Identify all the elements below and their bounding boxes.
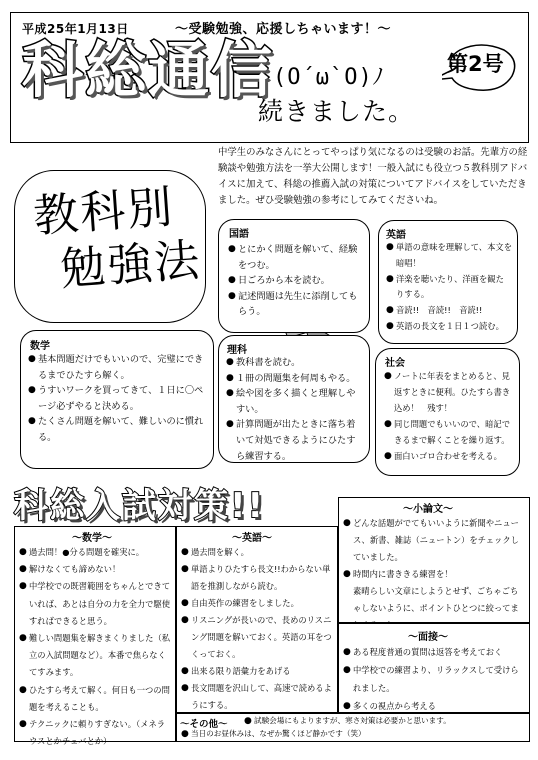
intro-paragraph: 中学生のみなさんにとってやっぱり気になるのは受験のお話。先輩方の経験談や勉強方法を一挙大公開します！一般入試にも役立つ５教科別アドバイスに加えて、科総の推薦入試の対策についてアドバイスをしていただきました。ぜひ受験勉強の参考にしてみてくださいね。 bbox=[218, 147, 528, 206]
continued-text: 続きました。 bbox=[258, 97, 415, 126]
bullet-icon: ● bbox=[19, 633, 27, 644]
bullet-icon: ● bbox=[343, 647, 351, 657]
list-item: ● 記述問題は先生に添削してもらう。 bbox=[228, 290, 358, 318]
bullet-icon: ● bbox=[386, 305, 394, 316]
issue-date: 平成25年1月13日 bbox=[22, 22, 129, 36]
list-item: ● 難しい問題集を解きまくりました（私立の入試問題など）。本番で焦らなくてすみます。 bbox=[19, 630, 173, 682]
bullet-icon: ● bbox=[181, 564, 189, 574]
bullet-icon: ● bbox=[181, 615, 189, 625]
subject-title-japanese: 国語 bbox=[229, 229, 249, 240]
bullet-icon: ● bbox=[228, 275, 236, 286]
bullet-icon: ● bbox=[28, 416, 36, 427]
list-item: ● 単語よりひたすら長文!!わからない単語を推測しながら読む。 bbox=[181, 561, 335, 595]
bullet-icon: ● bbox=[386, 242, 394, 252]
list-item: ● 計算問題が出たときに落ち着いて対処できるようにひたすら練習する。 bbox=[226, 419, 356, 462]
bullet-icon: ● bbox=[226, 372, 234, 383]
list-item: ● 洋楽を聴いたり、洋画を観たりする。 bbox=[386, 273, 504, 300]
bullet-icon: ● bbox=[386, 273, 394, 284]
list-item: ● 多くの視点から考える bbox=[343, 697, 526, 715]
bullet-icon: ● bbox=[384, 451, 392, 461]
list-item: ● 英語の長文を１日１つ読む。 bbox=[386, 319, 512, 335]
list-item: 素晴らしい文章にしようとせず、ごちゃごちゃしないように、ポイントひとつに絞ってま bbox=[353, 586, 519, 613]
bullet-icon: ● bbox=[28, 354, 36, 364]
list-item: ● 日ごろから本を読む。 bbox=[228, 273, 364, 289]
section-list-english bbox=[181, 544, 335, 714]
bullet-icon: ● bbox=[226, 419, 234, 430]
section-title-other: ～その他～ bbox=[180, 719, 228, 730]
subject-list-japanese bbox=[228, 242, 364, 320]
section-list-other-2 bbox=[181, 728, 525, 740]
subject-list-social-studies bbox=[384, 368, 514, 464]
list-item: ● リスニングが長いので、長めのリスニング問題を解いておく。英語の耳をつくっておく。 bbox=[181, 612, 335, 663]
bullet-icon: ● bbox=[384, 371, 392, 381]
entrance-exam-banner: 科総入試対策!! bbox=[14, 486, 266, 526]
kaomoji: (O´ω`O)ﾉ bbox=[273, 65, 385, 90]
bullet-icon: ● bbox=[181, 666, 189, 676]
bullet-icon: ● bbox=[181, 729, 189, 739]
header-slogan: ～受験勉強、応援しちゃいます！～ bbox=[175, 22, 392, 37]
section-list-other-1 bbox=[244, 715, 528, 727]
subject-title-social-studies: 社会 bbox=[385, 358, 405, 369]
list-item: ● 単語の意味を理解して、本文を暗唱！ bbox=[386, 242, 512, 268]
bullet-icon: ● bbox=[244, 716, 252, 726]
list-item: ● 音読!! 音読!! 音読!! bbox=[386, 303, 512, 319]
bullet-icon: ● bbox=[228, 290, 236, 301]
bullet-icon: ● bbox=[19, 719, 27, 730]
issue-number: 第2号 bbox=[447, 52, 504, 76]
list-item: ● １冊の問題集を何周もやる。 bbox=[226, 371, 364, 387]
list-item: ● 中学校での練習より、リラックスして受けられました。 bbox=[343, 661, 526, 697]
list-item: ● どんな話題がでてもいいように新聞やニュース、新書、雑誌（ニュートン）をチェックしていました。 bbox=[343, 515, 526, 566]
list-item: ● ある程度普通の質問は返答を考えておく bbox=[343, 643, 526, 661]
list-item: ● テクニックに頼りすぎない。（メネラウスとかチェバとか） bbox=[19, 716, 173, 750]
section-title-english: ～英語～ bbox=[232, 533, 272, 544]
bullet-icon: ● bbox=[343, 518, 351, 528]
list-item: ● 同じ問題でもいいので、暗記できるまで解くことを繰り返す。 bbox=[384, 416, 514, 448]
subject-title-math: 数学 bbox=[30, 341, 50, 352]
list-item: ● 当日のお昼休みは、なぜか驚くほど静かです（笑） bbox=[181, 729, 366, 739]
bullet-icon: ● bbox=[228, 244, 236, 254]
bullet-icon: ● bbox=[226, 357, 234, 367]
bullet-icon: ● bbox=[343, 665, 351, 675]
list-item: ● 過去問を解く。 bbox=[181, 544, 335, 561]
section-title-interview: ～面接～ bbox=[408, 632, 448, 643]
list-item: ● 過去問！●分る問題を確実に。 bbox=[19, 544, 173, 561]
list-item: ● ひたすら考えて解く。何日も一つの問題を考えることも。 bbox=[19, 682, 173, 716]
list-item: ● 絵や図を多く描くと理解しやすい。 bbox=[226, 388, 356, 415]
section-title-essay: ～小論文～ bbox=[403, 504, 453, 515]
subject-list-science bbox=[226, 355, 364, 464]
bullet-icon: ● bbox=[19, 547, 27, 557]
bullet-icon: ● bbox=[19, 564, 27, 575]
subject-list-math bbox=[28, 352, 206, 446]
bullet-icon: ● bbox=[19, 581, 27, 592]
bullet-icon: ● bbox=[343, 569, 351, 579]
calligraphy-line-1: 教科別 bbox=[31, 180, 176, 243]
list-item: ● とにかく問題を解いて、経験をつむ。 bbox=[228, 244, 358, 271]
list-item: ● 中学校での既習範囲をちゃんとできていれば、あとは自分の力を全力で駆使すればできると思う。 bbox=[19, 578, 173, 630]
section-list-essay bbox=[343, 515, 526, 634]
list-item: ● たくさん問題を解いて、難しいのに慣れる。 bbox=[28, 416, 204, 443]
subject-title-science: 理科 bbox=[227, 345, 247, 356]
bullet-icon: ● bbox=[28, 385, 36, 396]
list-item: ● 長文問題を沢山して、高速で読めるようにする。 bbox=[181, 680, 335, 714]
list-item: ● 試験会場にもよりますが、寒さ対策は必要かと思います。 bbox=[244, 716, 451, 726]
bullet-icon: ● bbox=[386, 320, 394, 331]
newsletter-title: 科総通信 bbox=[22, 35, 275, 106]
list-item: ● ノートに年表をまとめると、見返すときに便利。ひたすら書き込め！ 残す！ bbox=[384, 368, 514, 416]
bullet-icon: ● bbox=[384, 419, 392, 429]
list-item: ● うすいワークを買ってきて、１日に〇ページ必ずやると決める。 bbox=[28, 385, 204, 412]
bullet-icon: ● bbox=[226, 388, 234, 399]
bullet-icon: ● bbox=[181, 683, 189, 693]
bullet-icon: ● bbox=[343, 701, 351, 711]
bullet-icon: ● bbox=[181, 547, 189, 557]
bullet-icon: ● bbox=[19, 684, 27, 695]
list-item: ● 面白いゴロ合わせを考える。 bbox=[384, 448, 514, 464]
list-item: ● 教科書を読む。 bbox=[226, 355, 364, 371]
subject-list-english bbox=[386, 240, 512, 335]
list-item: ● 自由英作の練習をしました。 bbox=[181, 595, 335, 612]
subject-title-english: 英語 bbox=[386, 230, 406, 241]
list-item: ● 出来る限り語彙力をあげる bbox=[181, 663, 335, 680]
list-item: ● 解けなくても諦めない！ bbox=[19, 561, 173, 578]
section-title-math: ～数学～ bbox=[72, 533, 112, 544]
section-list-interview bbox=[343, 643, 526, 715]
bullet-icon: ● bbox=[181, 598, 189, 608]
list-item: ● 時間内に書ききる練習を！ bbox=[343, 566, 526, 583]
calligraphy-line-2: 勉強法 bbox=[58, 233, 203, 296]
list-item: ● 基本問題だけでもいいので、完璧にできるまでひたすら解く。 bbox=[28, 354, 204, 381]
section-list-math bbox=[19, 544, 173, 750]
